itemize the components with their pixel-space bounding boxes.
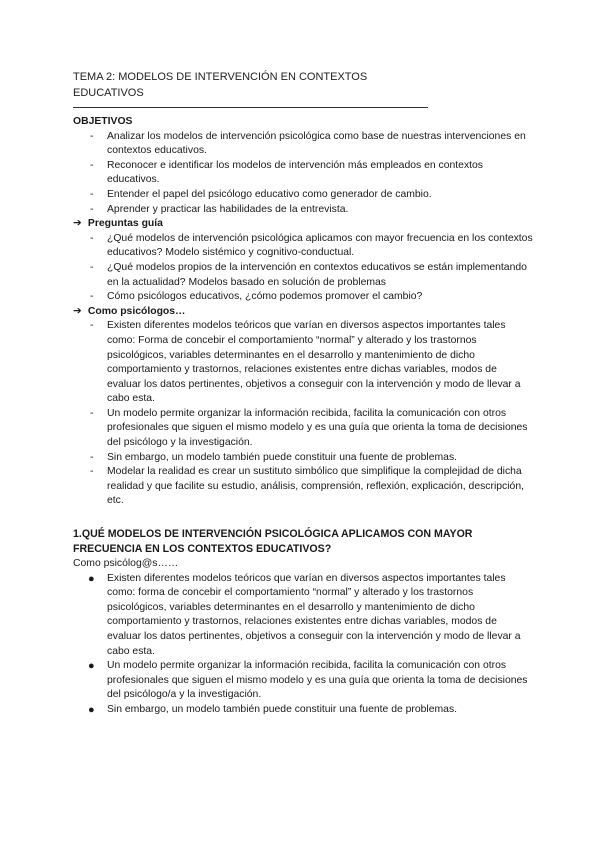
section-1-list [73, 572, 533, 718]
list-item: - Aprender y practicar las habilidades de la entrevista. [73, 203, 533, 218]
como-list [73, 319, 533, 509]
dash-marker: - [90, 188, 94, 200]
bullet-icon: ● [88, 703, 95, 716]
dash-marker: - [90, 203, 94, 215]
como-heading: ➔ Como psicólogos… [73, 305, 533, 320]
page-title: TEMA 2: MODELOS DE INTERVENCIÓN EN CONTEXTOS EDUCATIVOS [73, 71, 368, 99]
arrow-icon: ➔ [73, 218, 82, 230]
arrow-icon: ➔ [73, 305, 82, 317]
list-item: - Cómo psicólogos educativos, ¿cómo podemos promover el cambio? [73, 290, 533, 305]
list-item: ● Sin embargo, un modelo también puede constituir una fuente de problemas. [88, 703, 458, 716]
list-item: - Un modelo permite organizar la información recibida, facilita la comunicación con otros profesionales que siguen el mismo modelo y es una guía que orienta la toma de decisiones del psicólogo y la investigación. [90, 407, 528, 449]
list-item: ● Existen diferentes modelos teóricos que varían en diversos aspectos importantes tales como: forma de concebir el comportamiento “normal” y alterado y los trastornos psicológicos, variables determinantes en el desarrollo y mantenimiento de dicho comportamiento y trastornos, relaciones existentes entre dichas variables, modos de evaluar los datos pertinentes, objetivos a conseguir con la intervención y modo de llevar a cabo esta. [88, 572, 521, 657]
section-1 [73, 527, 533, 718]
objetivos-list [73, 130, 533, 218]
preguntas-list [73, 232, 533, 305]
dash-marker: - [90, 320, 94, 332]
list-item: - ¿Qué modelos de intervención psicológica aplicamos con mayor frecuencia en los contextos educativos? Modelo sistémico y cognitivo-conductual. [90, 232, 533, 259]
section-1-intro: Como psicólog@s…… [73, 558, 179, 569]
dash-marker: - [90, 407, 94, 419]
preguntas-heading: ➔ Preguntas guía [73, 217, 533, 232]
section-1-heading: 1.QUÉ MODELOS DE INTERVENCIÓN PSICOLÓGICA APLICAMOS CON MAYOR FRECUENCIA EN LOS CONTEXTOS EDUCATIVOS? [73, 528, 473, 555]
list-item: - Analizar los modelos de intervención psicológica como base de nuestras intervenciones en contextos educativos. [90, 130, 526, 157]
objetivos-heading: OBJETIVOS [73, 116, 133, 127]
list-item: - Modelar la realidad es crear un sustituto simbólico que simplifique la complejidad de dicha realidad y que facilite su estudio, análisis, comprensión, reflexión, explicación, descripción, etc. [90, 466, 525, 507]
dash-marker: - [90, 130, 94, 142]
list-item: - Entender el papel del psicólogo educativo como generador de cambio. [73, 188, 533, 203]
list-item: - ¿Qué modelos propios de la intervención en contextos educativos se están implementando en la actualidad? Modelos basado en solución de problemas [90, 261, 527, 288]
list-item: - Reconocer e identificar los modelos de intervención más empleados en contextos educativos. [90, 159, 484, 186]
list-item: - Existen diferentes modelos teóricos que varían en diversos aspectos importantes tales como: Forma de concebir el comportamiento “normal” y alterado y los trastornos psicológicos, variables determinantes en el desarrollo y mantenimiento de dicho comportamiento y trastornos, relaciones existentes entre dichas variables, modos de evaluar los datos pertinentes, objetivos a conseguir con la intervención y modo de llevar a cabo esta. [90, 320, 521, 405]
title-divider [73, 107, 428, 108]
dash-marker: - [90, 451, 94, 463]
bullet-icon: ● [88, 572, 95, 585]
list-item: ● Un modelo permite organizar la información recibida, facilita la comunicación con otros profesionales que siguen el mismo modelo y es una guía que orienta la toma de decisiones del psicólogo/a y la investigación. [88, 660, 528, 701]
bullet-icon: ● [88, 660, 95, 673]
dash-marker: - [90, 232, 94, 244]
dash-marker: - [90, 261, 94, 273]
list-item: - Sin embargo, un modelo también puede constituir una fuente de problemas. [73, 451, 533, 466]
dash-marker: - [90, 291, 94, 303]
dash-marker: - [90, 159, 94, 171]
dash-marker: - [90, 466, 94, 478]
objetivos-section [73, 115, 533, 509]
